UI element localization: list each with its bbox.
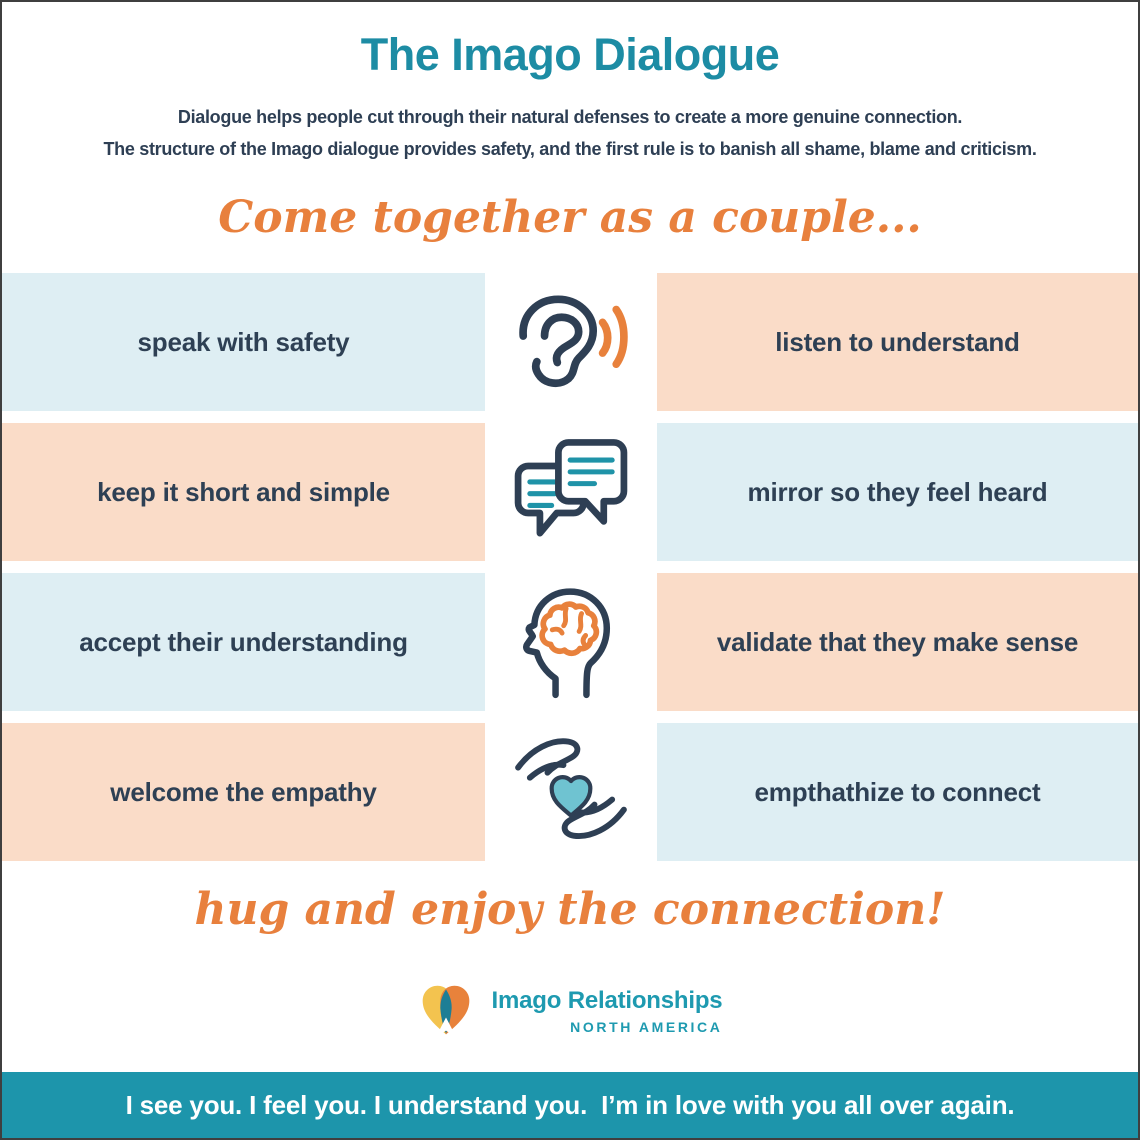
logo-text (492, 987, 723, 1035)
hands-heart-icon (508, 729, 634, 855)
accept-understanding-label: accept their understanding (79, 626, 408, 657)
empathize-label: empthathize to connect (754, 776, 1041, 807)
speak-with-safety-label: speak with safety (137, 326, 350, 357)
listen-to-understand-block (657, 273, 1138, 411)
row-icon-column (485, 723, 657, 861)
listening-ear-icon (507, 284, 635, 400)
speak-with-safety-block (2, 273, 485, 411)
row-icon-column (485, 423, 657, 561)
script-heading-top: Come together as a couple... (218, 192, 922, 243)
subtitle-line-1: Dialogue helps people cut through their natural defenses to create a more genuine connection. (177, 107, 963, 127)
dialogue-row-empathy (2, 723, 1138, 861)
empathize-block (657, 723, 1138, 861)
footer-quote: I see you. I feel you. I understand you. I’m in love with you all over again. (125, 1089, 1015, 1120)
welcome-empathy-block (2, 723, 485, 861)
head-brain-icon (510, 578, 632, 706)
mirror-block (657, 423, 1138, 561)
logo-region: NORTH AMERICA (570, 1019, 723, 1035)
logo-name: Imago Relationships (491, 987, 723, 1014)
script-heading-bottom: hug and enjoy the connection! (194, 884, 946, 935)
chat-bubbles-icon (508, 429, 634, 555)
keep-it-short-label: keep it short and simple (97, 476, 390, 507)
dialogue-row-accept-validate (2, 573, 1138, 711)
dialogue-row-speak-listen (2, 273, 1138, 411)
accept-understanding-block (2, 573, 485, 711)
footer-bar (2, 1072, 1138, 1138)
dialogue-row-short-mirror (2, 423, 1138, 561)
listen-to-understand-label: listen to understand (775, 326, 1020, 357)
subtitle (2, 101, 1138, 165)
mirror-label: mirror so they feel heard (747, 476, 1048, 507)
validate-label: validate that they make sense (716, 626, 1079, 657)
welcome-empathy-label: welcome the empathy (110, 776, 377, 807)
row-icon-column (485, 573, 657, 711)
row-icon-column (485, 273, 657, 411)
page-title: The Imago Dialogue (360, 29, 780, 80)
keep-it-short-block (2, 423, 485, 561)
validate-block (657, 573, 1138, 711)
subtitle-line-2: The structure of the Imago dialogue provides safety, and the first rule is to banish all shame, blame and criticism. (103, 139, 1037, 159)
imago-heart-logo-icon (418, 980, 474, 1042)
imago-relationships-logo (2, 980, 1138, 1042)
